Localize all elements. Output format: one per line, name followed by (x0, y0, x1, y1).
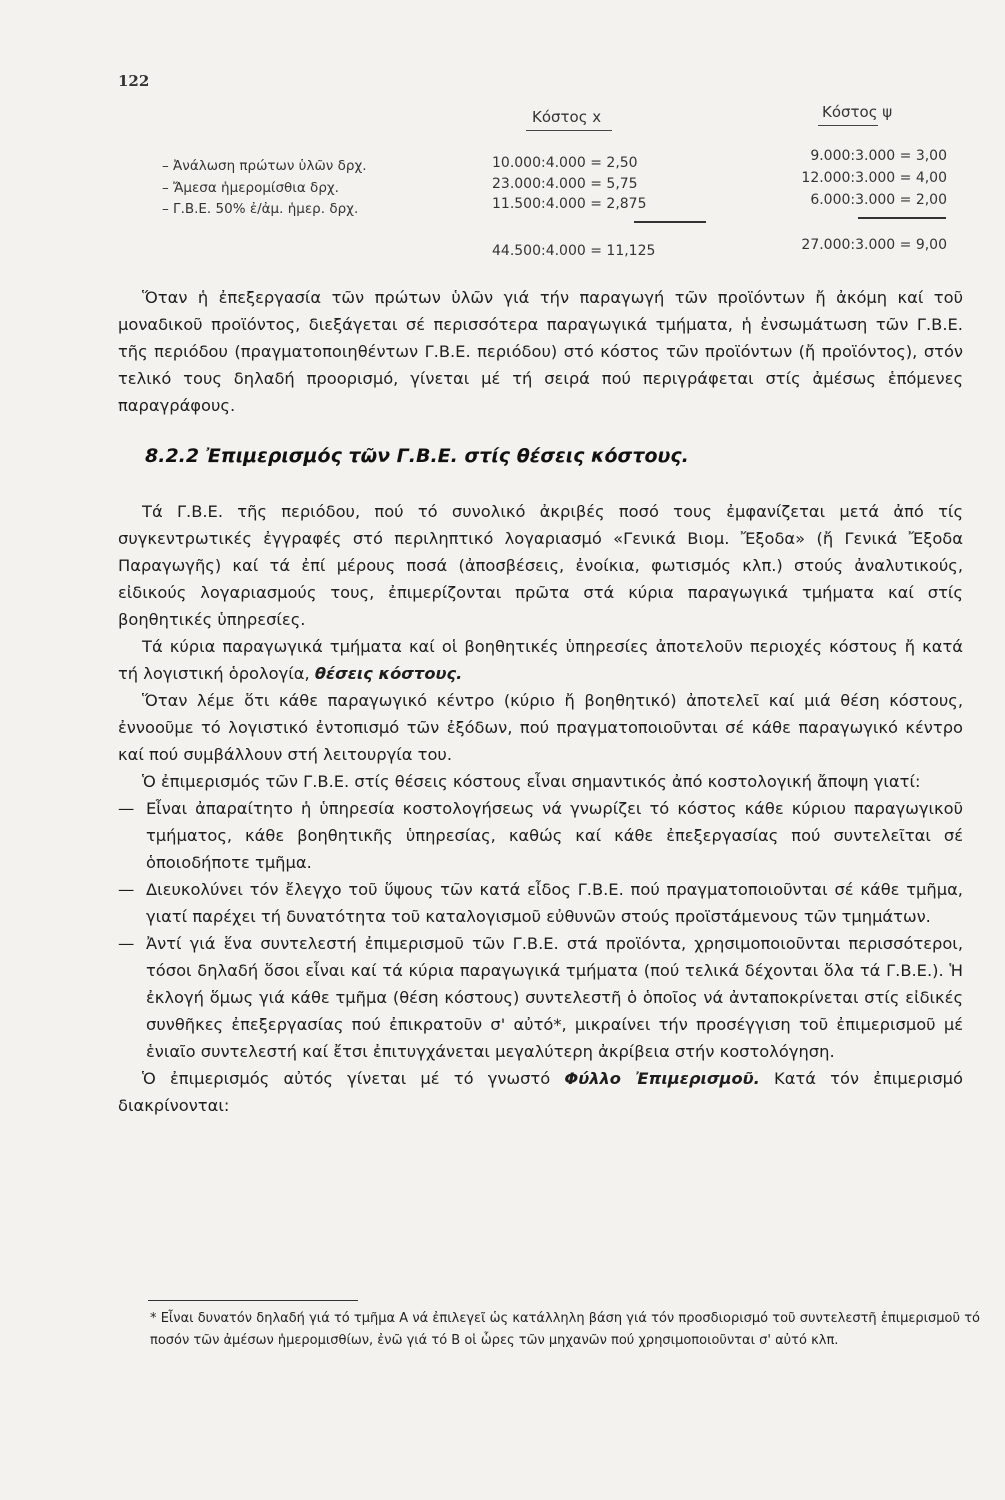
paragraph (118, 1065, 963, 1119)
cost-table (0, 0, 1005, 270)
list-item-text: Εἶναι ἀπαραίτητο ἡ ὑπηρεσία κοστολογήσεως νά γνωρίζει τό κόστος κάθε κύριου παραγωγικοῦ τμήματος, κάθε βοηθητικῆς ὑπηρεσίας, καθώς καί κάθε ἐπεξεργασίας πού συντελεῖται σέ ὁποιοδήποτε τμῆμα. (146, 799, 963, 872)
list-item-text: Διευκολύνει τόν ἔλεγχο τοῦ ὕψους τῶν κατά εἶδος Γ.Β.Ε. πού πραγματοποιοῦνται σέ κάθε τμῆμα, γιατί παρέχει τή δυνατότητα τοῦ καταλογισμοῦ εὐθυνῶν στούς προϊστάμενους τῶν τμημάτων. (146, 880, 963, 926)
term-allocation-sheet: Φύλλο Ἐπιμερισμοῦ. (564, 1069, 760, 1088)
paragraph (118, 633, 963, 687)
cost-x-header-rule (526, 130, 612, 131)
list-item-text: Ἀντί γιά ἕνα συντελεστή ἐπιμερισμοῦ τῶν Γ.Β.Ε. στά προϊόντα, χρησιμοποιοῦνται περισσότεροι, τόσοι δηλαδή ὅσοι εἶναι καί τά κύρια παραγωγικά τμήματα (πού τελικά δέχονται ὅλα τά Γ.Β.Ε.). Ἡ ἐκλογή ὅμως γιά κάθε τμῆμα (θέση κόστους) συντελεστῆ ὁ ὁποῖος νά ἀνταποκρίνεται στίς εἰδικές συνθῆκες ἐπεξεργασίας πού ἐπικρατοῦν σ' αὐτό*, μικραίνει τήν προσέγγιση τοῦ ἐπιμερισμοῦ μέ ἑνιαῖο συντελεστή καί ἔτσι ἐπιτυγχάνεται μεγαλύτερη ἀκρίβεια στήν κοστολόγηση. (146, 934, 963, 1061)
cost-total-y: 27.000:3.000 = 9,00 (801, 237, 947, 253)
dash-bullet: — (118, 880, 135, 899)
page-number: 122 (118, 72, 150, 90)
section-heading: 8.2.2 Ἐπιμερισμός τῶν Γ.Β.Ε. στίς θέσεις κόστους. (145, 445, 689, 467)
cost-row-x: 10.000:4.000 = 2,50 (492, 155, 638, 171)
footnote-rule (148, 1300, 358, 1301)
list-item (118, 795, 963, 876)
paragraph-text: Τά κύρια παραγωγικά τμήματα καί οἱ βοηθητικές ὑπηρεσίες ἀποτελοῦν περιοχές κόστους ἤ κατά τή λογιστική ὁρολογία, (118, 637, 963, 683)
cost-row-label: – Ἀνάλωση πρώτων ὑλῶν δρχ. (162, 158, 367, 174)
term-cost-positions: θέσεις κόστους. (314, 664, 463, 683)
list-item (118, 876, 963, 930)
section-body (118, 498, 963, 1119)
paragraph: Ὁ ἐπιμερισμός τῶν Γ.Β.Ε. στίς θέσεις κόστους εἶναι σημαντικός ἀπό κοστολογική ἄποψη γιατί: (142, 772, 921, 791)
cost-row-y: 12.000:3.000 = 4,00 (801, 170, 947, 186)
cost-y-header: Κόστος ψ (822, 103, 893, 121)
intro-paragraph-block (118, 284, 963, 419)
paragraph: Τά Γ.Β.Ε. τῆς περιόδου, πού τό συνολικό ἀκριβές ποσό τους ἐμφανίζεται μετά ἀπό τίς συγκεντρωτικές ἐγγραφές στό περιληπτικό λογαριασμό «Γενικά Βιομ. Ἔξοδα» (ἤ Γενικά Ἔξοδα Παραγωγῆς) καί τά ἐπί μέρους ποσά (ἀποσβέσεις, ἐνοίκια, φωτισμός κλπ.) στούς ἀναλυτικούς, εἰδικούς λογαριασμούς τους, ἐπιμερίζονται πρῶτα στά κύρια παραγωγικά τμήματα καί στίς βοηθητικές ὑπηρεσίες. (118, 502, 963, 629)
paragraph-text: Κατά τόν ἐπιμερισμό διακρίνονται: (118, 1069, 963, 1115)
list-item (118, 930, 963, 1065)
dash-bullet: — (118, 934, 135, 953)
paragraph-text: Ὁ ἐπιμερισμός αὐτός γίνεται μέ τό γνωστό (142, 1069, 565, 1088)
cost-row-y: 6.000:3.000 = 2,00 (810, 192, 947, 208)
cost-row-label: – Ἄμεσα ἡμερομίσθια δρχ. (162, 180, 339, 196)
cost-row-x: 23.000:4.000 = 5,75 (492, 176, 638, 192)
cost-total-x: 44.500:4.000 = 11,125 (492, 243, 656, 259)
cost-y-header-rule (818, 125, 878, 126)
paragraph: Ὅταν λέμε ὅτι κάθε παραγωγικό κέντρο (κύριο ἤ βοηθητικό) ἀποτελεῖ καί μιά θέση κόστους, ἐννοοῦμε τό λογιστικό ἐντοπισμό τῶν ἐξόδων, πού πραγματοποιοῦνται σέ κάθε παραγωγικό κέντρο καί πού συμβάλλουν στή λειτουργία του. (118, 691, 963, 764)
sum-rule-x (634, 221, 706, 223)
intro-paragraph: Ὅταν ἡ ἐπεξεργασία τῶν πρώτων ὑλῶν γιά τήν παραγωγή τῶν προϊόντων ἤ ἀκόμη καί τοῦ μοναδικοῦ προϊόντος, διεξάγεται σέ περισσότερα παραγωγικά τμήματα, ἡ ἐνσωμάτωση τῶν Γ.Β.Ε. τῆς περιόδου (πραγματοποιηθέντων Γ.Β.Ε. περιόδου) στό κόστος τῶν προϊόντων (ἤ προϊόντος), στόν τελικό τους δηλαδή προορισμό, γίνεται μέ τή σειρά πού περιγράφεται στίς ἀμέσως ἑπόμενες παραγράφους. (118, 288, 963, 415)
sum-rule-y (858, 217, 946, 219)
dash-bullet: — (118, 799, 135, 818)
cost-x-header: Κόστος x (532, 108, 602, 126)
footnote: * Εἶναι δυνατόν δηλαδή γιά τό τμῆμα Α νά ἐπιλεγεῖ ὡς κατάλληλη βάση γιά τόν προσδιορισμό τοῦ συντελεστῆ ἐπιμερισμοῦ τό ποσόν τῶν ἀμέσων ἡμερομισθίων, ἐνῶ γιά τό Β οἱ ὧρες τῶν μηχανῶν πού χρησιμοποιοῦνται σ' αὐτό κλπ. (150, 1311, 980, 1348)
cost-row-label: – Γ.Β.Ε. 50% ἐ/ἀμ. ἡμερ. δρχ. (162, 201, 359, 217)
cost-row-y: 9.000:3.000 = 3,00 (810, 148, 947, 164)
cost-row-x: 11.500:4.000 = 2,875 (492, 196, 647, 212)
